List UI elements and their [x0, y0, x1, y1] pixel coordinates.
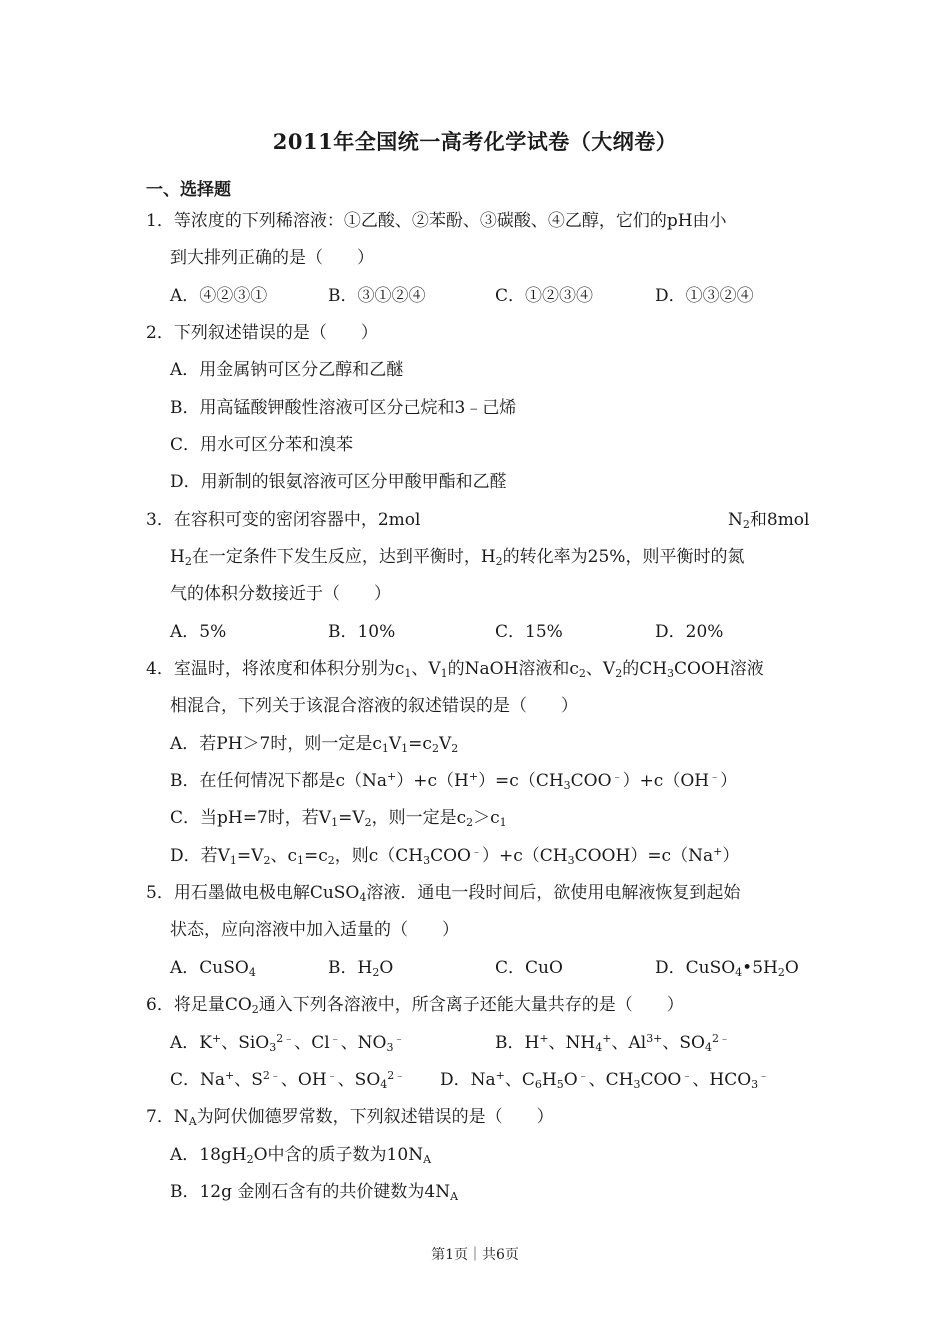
q2-option-d: D．用新制的银氨溶液可区分甲酸甲酯和乙醛	[170, 472, 507, 492]
q4-option-a: A．若PH＞7时，则一定是$c_1V_1=c_2V_2$	[170, 734, 459, 755]
q7-option-a: A．$18gH_2O$中含的质子数为$10N_A$	[170, 1145, 432, 1166]
q1-option-b: B．③①②④	[328, 286, 426, 306]
q5-option-c: C．CuO	[495, 958, 563, 978]
q5-option-a: A．CuSO$_4$	[170, 958, 256, 979]
q1-option-c: C．①②③④	[495, 286, 594, 306]
question-3-stem-cont2: 气的体积分数接近于（ ）	[170, 584, 391, 604]
question-3-stem-cont: $H_2$在一定条件下发生反应，达到平衡时，$H_2$的转化率为25%，则平衡时的氮	[170, 547, 745, 568]
question-3-stem: 3．在容积可变的密闭容器中，2mol	[146, 510, 421, 530]
q4-option-c: C．当pH=7时，若$V_1=V_2$，则一定是$c_2>c_1$	[170, 808, 507, 829]
q5-option-b: B．$H_2O$	[328, 958, 394, 979]
question-4-stem: 4．室温时，将浓度和体积分别为$c_1$、$V_1$的NaOH溶液和$c_2$、$V_2$的$CH_3COOH$溶液	[146, 659, 764, 680]
question-3-stem-tail: $N_2$和8mol	[728, 510, 810, 531]
question-1-stem-cont: 到大排列正确的是（ ）	[170, 248, 374, 268]
question-5-stem-cont: 状态，应向溶液中加入适量的（ ）	[170, 920, 459, 940]
question-6-stem: 6．将足量$CO_2$通入下列各溶液中，所含离子还能大量共存的是（ ）	[146, 995, 684, 1016]
q7-option-b: B．12g 金刚石含有的共价键数为$4N_A$	[170, 1182, 459, 1203]
section-heading: 一、选择题	[146, 180, 231, 200]
q6-option-b: B．H+、$NH_4^+$、$Al^{3+}$、$SO_4^{2﹣}$	[495, 1032, 730, 1054]
question-4-stem-cont: 相混合，下列关于该混合溶液的叙述错误的是（ ）	[170, 696, 578, 716]
q4-option-b: B．在任何情况下都是$c(Na^+)+c(H^+)=c(CH_3COO^﹣)+c(OH^﹣)$	[170, 770, 738, 792]
q3-option-c: C．15%	[495, 622, 563, 642]
q6-option-d: D．Na+、$C_6H_5O^﹣$、$CH_3COO^﹣$、$HCO_3^﹣$	[440, 1069, 770, 1091]
q1-option-a: A．④②③①	[170, 286, 268, 306]
question-5-stem: 5．用石墨做电极电解CuSO$_4$溶液．通电一段时间后，欲使用电解液恢复到起始	[146, 883, 741, 904]
q2-option-b: B．用高锰酸钾酸性溶液可区分己烷和3﹣己烯	[170, 398, 517, 418]
page-footer: 第1页｜共6页	[431, 1247, 519, 1263]
page-title: 2011年全国统一高考化学试卷（大纲卷）	[272, 129, 678, 154]
q3-option-d: D．20%	[655, 622, 724, 642]
q1-option-d: D．①③②④	[655, 286, 754, 306]
q3-option-b: B．10%	[328, 622, 396, 642]
question-2-stem: 2．下列叙述错误的是（ ）	[146, 323, 378, 343]
question-1-stem: 1．等浓度的下列稀溶液：①乙酸、②苯酚、③碳酸、④乙醇，它们的pH由小	[146, 211, 727, 231]
q6-option-c: C．Na+、$S^{2﹣}$、OH﹣、$SO_4^{2﹣}$	[170, 1069, 406, 1091]
question-7-stem: 7．$N_A$为阿伏伽德罗常数，下列叙述错误的是（ ）	[146, 1107, 554, 1128]
q2-option-a: A．用金属钠可区分乙醇和乙醚	[170, 360, 404, 380]
q2-option-c: C．用水可区分苯和溴苯	[170, 435, 354, 455]
q3-option-a: A．5%	[170, 622, 227, 642]
q4-option-d: D．若$V_1=V_2$、$c_1=c_2$，则$c(CH_3COO^﹣)+c(CH_3COOH)=c(Na^+)$	[170, 845, 740, 867]
q5-option-d: D．$CuSO_4•5H_2O$	[655, 958, 799, 979]
q6-option-a: A．K+、SiO$_3^{2﹣}$、Cl﹣、$NO_3^﹣$	[170, 1032, 405, 1054]
